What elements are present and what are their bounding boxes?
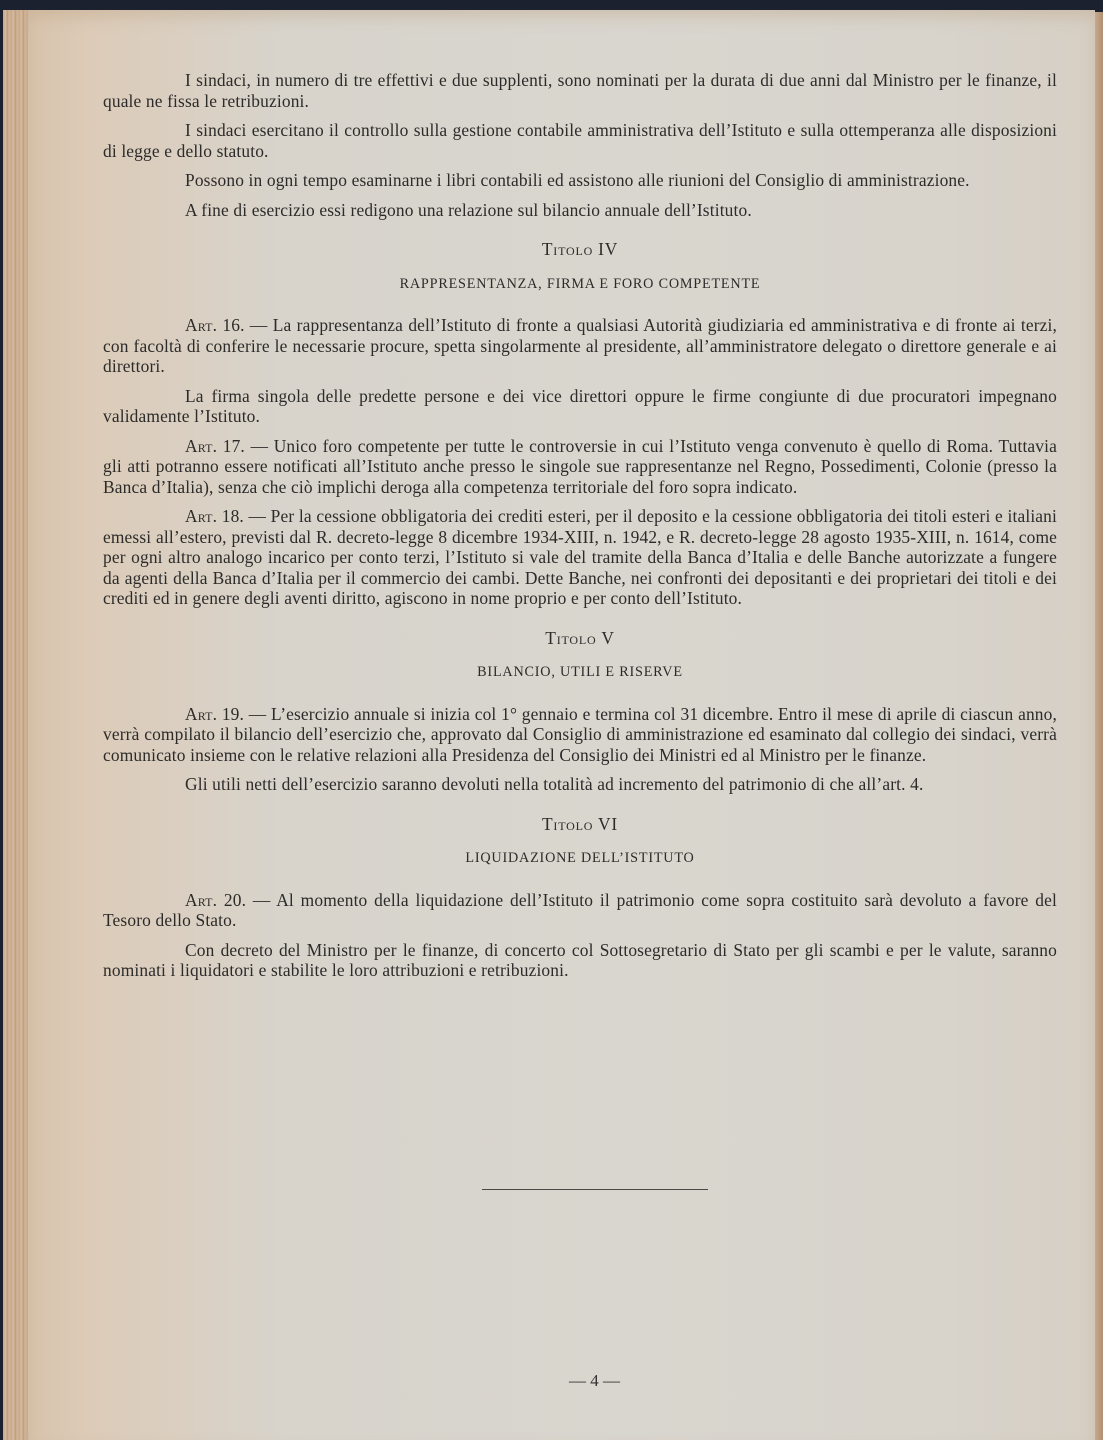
section-heading: BILANCIO, UTILI E RISERVE (477, 664, 683, 680)
section-heading: RAPPRESENTANZA, FIRMA E FORO COMPETENTE (399, 275, 761, 292)
page-content (103, 70, 1057, 990)
article-paragraph: La firma singola delle predette persone e dei vice direttori oppure le firme congiunte di due procuratori impegnano validamente l’Istituto. (103, 385, 1057, 426)
section-titolo-v (103, 628, 1057, 795)
article-paragraph (103, 890, 1057, 931)
article-number: Art. 16. (185, 315, 245, 335)
section-heading: LIQUIDAZIONE DELL’ISTITUTO (465, 850, 695, 866)
intro-paragraph: Possono in ogni tempo esaminarne i libri contabili ed assistono alle riunioni del Consiglio di amministrazione. (185, 170, 970, 190)
article-16 (103, 315, 1057, 427)
article-text: — L’esercizio annuale si inizia col 1° gennaio e termina col 31 dicembre. Entro il mese di aprile di ciascun anno, verrà compilato il bilancio dell’esercizio che, approvato dal Consiglio di amministrazione ed esaminato dal collegio dei sindaci, verrà comunicato insieme con le relative relazioni alla Presidenza del Consiglio dei Ministri ed al Ministro per le finanze. (103, 703, 1057, 765)
article-paragraph (103, 704, 1057, 766)
article-paragraph (103, 315, 1057, 377)
section-titolo-iv (103, 239, 1057, 609)
end-rule-divider (482, 1189, 708, 1190)
article-18 (103, 506, 1057, 609)
article-text: — Unico foro competente per tutte le controversie in cui l’Istituto venga convenuto è quello di Roma. Tuttavia gli atti potranno essere notificati all’Istituto anche presso le singole sue rappresentanze nel Regno, Possedimenti, Colonie (presso la Banca d’Italia), senza che ciò implichi deroga alla competenza territoriale del foro sopra indicato. (103, 435, 1057, 497)
article-text: — Al momento della liquidazione dell’Istituto il patrimonio come sopra costituito sarà devoluto a favore del Tesoro dello Stato. (103, 889, 1058, 930)
section-title: Titolo VI (542, 813, 618, 834)
section-titolo-vi (103, 814, 1057, 981)
article-number: Art. 18. (185, 506, 244, 526)
article-number: Art. 17. (185, 435, 245, 456)
page-right-edge (1095, 12, 1103, 1440)
article-paragraph (103, 436, 1057, 498)
article-20 (103, 890, 1057, 981)
article-paragraph: Gli utili netti dell’esercizio saranno devoluti nella totalità ad incremento del patrimonio di che all’art. 4. (185, 774, 924, 794)
article-paragraph (103, 506, 1057, 609)
section-title: Titolo IV (541, 239, 619, 259)
article-19 (103, 704, 1057, 795)
intro-paragraph: A fine di esercizio essi redigono una relazione sul bilancio annuale dell’Istituto. (185, 199, 752, 220)
intro-paragraph: I sindaci esercitano il controllo sulla gestione contabile amministrativa dell’Istituto e sulla ottemperanza alle disposizioni di legge e dello statuto. (103, 120, 1057, 161)
section-title: Titolo V (545, 627, 615, 648)
article-number: Art. 20. (185, 889, 247, 910)
intro-paragraph: I sindaci, in numero di tre effettivi e due supplenti, sono nominati per la durata di due anni dal Ministro per le finanze, il quale ne fissa le retribuzioni. (103, 70, 1057, 111)
article-number: Art. 19. (185, 703, 245, 724)
article-text: — Per la cessione obbligatoria dei crediti esteri, per il deposito e la cessione obbligatoria dei titoli esteri e italiani emessi all’estero, previsti dal R. decreto-legge 8 dicembre 1934-XIII, n. 1942, e R. decreto-legge 28 agosto 1935-XIII, n. 1614, come per ogni altro analogo incarico per conto terzi, l’Istituto si vale del tramite della Banca d’Italia e delle Banche autorizzate a fungere da agenti della Banca d’Italia per il commercio dei cambi. Dette Banche, nei confronti dei depositanti e dei proprietari dei titoli e dei crediti ed in genere degli aventi diritto, agiscono in nome proprio e per conto dell’Istituto. (103, 506, 1057, 608)
article-17 (103, 436, 1057, 498)
article-text: — La rappresentanza dell’Istituto di fronte a qualsiasi Autorità giudiziaria ed amministrativa e di fronte ai terzi, con facoltà di conferire le necessarie procure, spetta singolarmente al presidente, all’amministratore delegato o direttore generale e ai direttori. (103, 315, 1058, 376)
page-number: — 4 — (569, 1371, 620, 1390)
article-paragraph: Con decreto del Ministro per le finanze, di concerto col Sottosegretario di Stato per gli scambi e per le valute, saranno nominati i liquidatori e stabilite le loro attribuzioni e retribuzioni. (103, 939, 1057, 980)
